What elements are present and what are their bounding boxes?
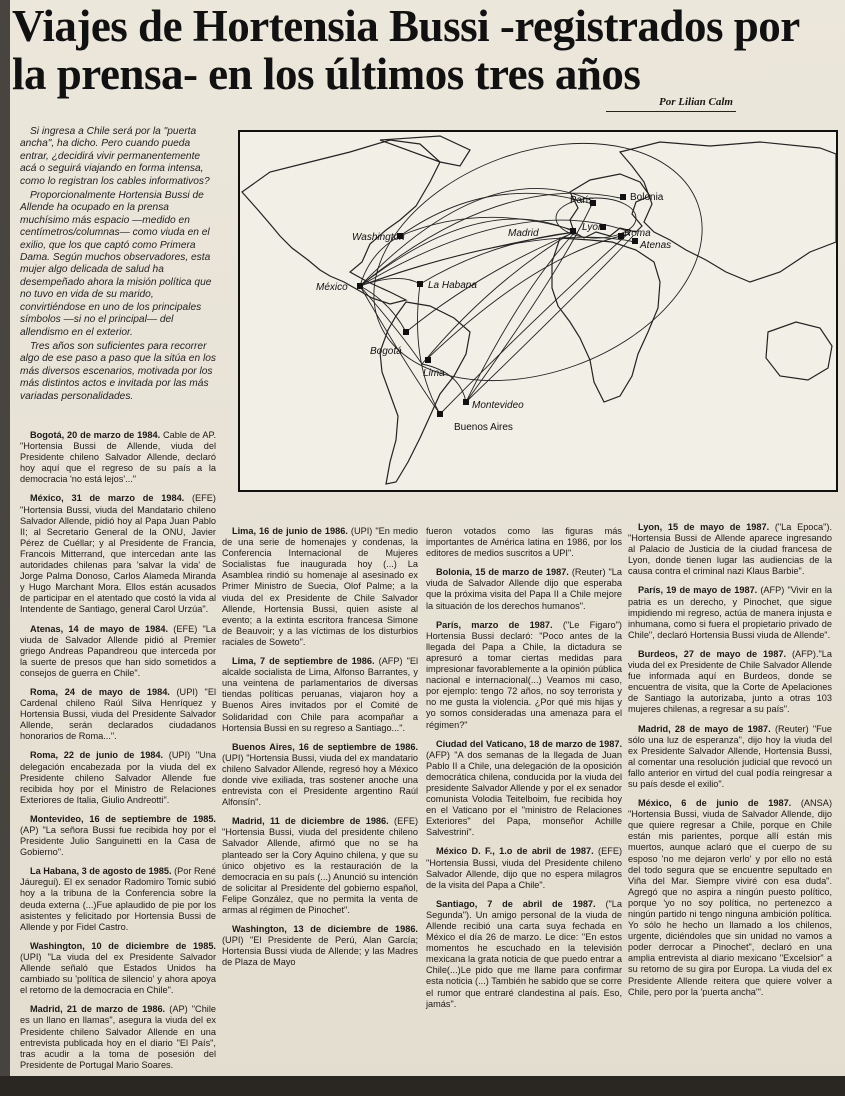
- dispatch-entry: [20, 866, 216, 933]
- dispatch-text: (UPI) "La viuda del ex Presidente Salvador Allende señaló que Estados Unidos ha cambiado su 'política de silencio' y ahora apoya el retorno de la democracia en Chile".: [20, 951, 216, 996]
- dispatch-entry: [20, 814, 216, 858]
- column-4: [628, 522, 832, 1006]
- dispatch-dateline: México D. F., 1.o de abril de 1987.: [436, 846, 594, 857]
- dispatch-text: (UPI) "El Presidente de Perú, Alan García; Hortensia Bussi viuda de Allende; y las Madres de Plaza de Mayo: [222, 935, 418, 968]
- dispatch-text: (AFP) "El alcalde socialista de Lima, Alfonso Barrantes, y una veintena de parlamentarios de diversas tiendas políticas peruanas, viajaron hoy a Buenos Aires invitados por el Comité de Solidaridad con Chile para acompañar a Hortensia Bussi en su regreso a Santiago...".: [222, 656, 418, 733]
- dispatch-entry: [628, 798, 832, 998]
- dispatch-dateline: Ciudad del Vaticano, 18 de marzo de 1987.: [436, 738, 622, 749]
- south-america-shape: [380, 302, 470, 484]
- dispatch-text: (AP) "La señora Bussi fue recibida hoy por el Presidente Julio Sanguinetti en la Casa de Gobierno".: [20, 825, 216, 858]
- dispatch-dateline: Burdeos, 27 de mayo de 1987.: [638, 648, 787, 659]
- dispatch-text: (Reuter) "La viuda de Salvador Allende dijo que esperaba que la próxima visita del Papa II a Chile mejore la situación de los derechos humanos".: [426, 567, 622, 611]
- column-1: [20, 430, 216, 1079]
- dispatch-entry: [222, 924, 418, 968]
- label-lima: Lima: [423, 368, 445, 379]
- dispatch-dateline: Madrid, 28 de mayo de 1987.: [638, 723, 771, 734]
- dispatch-text: (EFE) "Hortensia Bussi, viuda del presidente chileno Salvador Allende, afirmó que no se ha planteado ser la Cory Aquino chilena, y que su único objetivo es la restauración de la democracia en su país (...) Anunció su intención de solicitar al Presidente del gobierno español, Felipe González, que no permita la venta de armas al régimen de Pinochet".: [222, 816, 419, 915]
- dispatch-dateline: París, marzo de 1987.: [436, 619, 553, 630]
- dispatch-text: (AFP)."La viuda del ex Presidente de Chile Salvador Allende fue informada aquí en Burdeos, donde se encuentra de visita, que la Corte de Apelaciones de Santiago la autorizaba, junto a otras 103 mujeres chilenas, a regresar a su país".: [628, 648, 832, 715]
- marker-bogota: [403, 329, 409, 335]
- marker-montevideo: [463, 399, 469, 405]
- dispatch-entry: [426, 567, 622, 611]
- byline-rule: [606, 111, 736, 112]
- dispatch-entry: [20, 493, 216, 615]
- dispatch-entry: [426, 620, 622, 731]
- dispatch-dateline: Bogotá, 20 de marzo de 1984.: [30, 430, 161, 440]
- dispatch-entry: [222, 816, 418, 916]
- dispatch-dateline: Lima, 7 de septiembre de 1986.: [232, 656, 375, 667]
- dispatch-dateline: Montevideo, 16 de septiembre de 1985.: [30, 813, 216, 824]
- marker-buenos-aires: [437, 411, 443, 417]
- dispatch-dateline: Bolonia, 15 de marzo de 1987.: [436, 567, 569, 578]
- marker-mexico: [357, 283, 363, 289]
- label-madrid: Madrid: [508, 228, 539, 239]
- marker-bolonia: [620, 194, 626, 200]
- dispatch-dateline: Madrid, 21 de marzo de 1986.: [30, 1004, 166, 1015]
- dispatch-entry: [426, 526, 622, 559]
- world-map-svg: [240, 132, 836, 490]
- marker-lima: [425, 357, 431, 363]
- africa-shape: [552, 238, 660, 402]
- dispatch-entry: [426, 846, 622, 890]
- scan-bottom-edge: [0, 1076, 845, 1096]
- travel-map: [238, 130, 838, 492]
- dispatch-dateline: La Habana, 3 de agosto de 1985.: [30, 866, 172, 877]
- dispatch-dateline: París, 19 de mayo de 1987.: [638, 585, 758, 596]
- label-lyon: Lyon: [582, 222, 604, 233]
- dispatch-dateline: México, 6 de junio de 1987.: [638, 798, 792, 809]
- dispatch-text: ("Le Figaro") Hortensia Bussi declaró: "Poco antes de la llegada del Papa a Chile, la dictadura se apresuró a tomar ciertas medidas para impresionar favorablemente a la opinión pública nacional e internacional(...) Veamos mi caso, por ejemplo: tengo 72 años, no soy terrorista y no me gusta la violencia. ¿Por qué mis hijas y yo somos consideradas una amenaza para el régimen?": [426, 619, 622, 730]
- dispatch-text: (Reuter) "Fue sólo una luz de esperanza", dijo hoy la viuda del ex Presidente Salvador Allende, Hortensia Bussi, al comentar una resolución judicial que revocó un fallo anterior en virtud del cual podía reingresar a su país desde el exilio".: [628, 723, 832, 789]
- intro-paragraph: Proporcionalmente Hortensia Bussi de Allende ha ocupado en la prensa muchísimo más espacio —medido en centímetros/columnas— como viuda en el exilio, que los que captó como Primera Dama. Según muchos observadores, esta mujer algo delicada de salud ha desempeñado ahora la misión política que no tuvo en vida de su marido, convirtiéndose en uno de los principales símbolos —si no el principal— del allendismo en el exterior.: [20, 190, 212, 338]
- north-america-shape: [242, 140, 440, 304]
- dispatch-entry: [20, 941, 216, 996]
- dispatch-dateline: Madrid, 11 de diciembre de 1986.: [232, 816, 389, 827]
- dispatch-entry: [628, 585, 832, 640]
- label-bolonia: Bolonia: [630, 192, 664, 203]
- dispatch-text: fueron votados como las figuras más importantes de América latina en 1986, por los editores de medios suscritos a UPI".: [426, 526, 622, 559]
- dispatch-dateline: Santiago, 7 de abril de 1987.: [436, 898, 596, 909]
- dispatch-text: (Por René Jáuregui). El ex senador Radomiro Tomic subió hoy a la tribuna de la Conferencia sobre la deuda externa (...)Fue aplaudido de pie por los asistentes y felicitado por Hortensia Bussi de Allende y por Fidel Castro.: [20, 866, 216, 932]
- dispatch-text: (UPI) "Una delegación encabezada por la viuda del ex Presidente chileno Salvador Allende fue recibida hoy por el Ministro de Relaciones Exteriores de Italia, Giulio Andreotti".: [20, 750, 217, 805]
- label-la-habana: La Habana: [428, 280, 477, 291]
- dispatch-text: (EFE) "La viuda de Salvador Allende pidió al Premier griego Andreas Papandreou que interceda por la suerte de presos que han sido sometidos a consejos de guerra en Chile".: [20, 623, 216, 678]
- dispatch-text: (UPI) "El Cardenal chileno Raúl Silva Henríquez y Hortensia Bussi, viuda del Presidente Salvador Allende, serán declarados ciudadanos honorarios de Roma...".: [20, 686, 216, 742]
- dispatch-text: (AP) "Chile es un llano en llamas", asegura la viuda del ex Presidente chileno Salvador Allende en una entrevista publicada hoy en el diario "El País", tras acudir a la toma de posesión del Presidente de Portugal Mario Soares.: [20, 1004, 216, 1070]
- dispatch-dateline: Washington, 10 de diciembre de 1985.: [30, 940, 216, 951]
- dispatch-dateline: Roma, 24 de mayo de 1984.: [30, 686, 170, 697]
- dispatch-entry: [628, 649, 832, 716]
- dispatch-text: (UPI) "Hortensia Bussi, viuda del ex mandatario chileno Salvador Allende, regresó hoy a México donde vive exiliada, tras sostener anoche una entrevista con el Presidente argentino Raúl Alfonsín".: [222, 752, 418, 808]
- dispatch-text: (UPI) "En medio de una serie de homenajes y condenas, la Conferencia Internacional de Mujeres Socialistas fue inaugurada hoy (...) La Asamblea rindió su homenaje al asesinado ex Primer Ministro de Suecia, Olof Palme; a la viuda del ex Presidente de Chile Salvador Allende, Hortensia Bussi, quien asiste al evento; a la extinta escritora francesa Simone de Beauvoir; y a las víctimas de los disturbios raciales de Soweto".: [222, 526, 418, 647]
- dispatch-entry: [222, 742, 418, 809]
- label-atenas: Atenas: [640, 240, 672, 251]
- headline: Viajes de Hortensia Bussi -registrados por la prensa- en los últimos tres años: [12, 1, 799, 99]
- dispatch-text: (EFE) "Hortensia Bussi, viuda del Presidente chileno Salvador Allende, dijo que no espera milagros de la visita del Papa a Chile".: [426, 846, 623, 890]
- dispatch-entry: [20, 687, 216, 742]
- dispatch-dateline: México, 31 de marzo de 1984.: [30, 493, 185, 504]
- dispatch-dateline: Atenas, 14 de mayo de 1984.: [30, 623, 169, 634]
- route-arcs: [341, 132, 736, 424]
- dispatch-dateline: Lyon, 15 de mayo de 1987.: [638, 522, 770, 532]
- dispatch-dateline: Roma, 22 de junio de 1984.: [30, 750, 164, 761]
- label-paris: París: [570, 195, 594, 206]
- dispatch-entry: [628, 522, 832, 577]
- dispatch-text: (AFP) "Vivir en la patria es un derecho, y Pinochet, que sigue impidiendo mi regreso, actúa de manera injusta e inhumana, como si fuera el propietario privado de Chile", declaró Hortensia Bussi viuda de Allende".: [628, 585, 832, 640]
- dispatch-entry: [20, 430, 216, 485]
- dispatch-text: ("La Epoca"). "Hortensia Bussi de Allende aparece ingresando al Palacio de Justicia de la ciudad francesa de Lyon, donde tienen lugar las audiencias de la causa contra el criminal nazi Klaus Barbie".: [628, 522, 832, 577]
- label-bogota: Bogotá: [370, 346, 402, 357]
- label-buenos-aires: Buenos Aires: [454, 422, 513, 433]
- dispatch-entry: [20, 624, 216, 679]
- dispatch-text: Cable de AP. "Hortensia Bussi de Allende, viuda del Presidente chileno Salvador Allende, declaró hoy aquí que el regreso de su país a la democracia 'no está lejos'...": [20, 430, 216, 485]
- dispatch-entry: [20, 1004, 216, 1071]
- column-2: [222, 526, 418, 976]
- dispatch-dateline: Buenos Aires, 16 de septiembre de 1986.: [232, 741, 418, 752]
- intro-text: [20, 126, 216, 405]
- marker-la-habana: [417, 281, 423, 287]
- dispatch-text: ("La Segunda"). Un amigo personal de la viuda de Allende recibió una carta suya fechada en México el día 26 de marzo. Le dice: "En estos momentos he escuchado en la televisión mexicana la grata noticia de que puedo entrar a Chile(...)Le pido que me llame para confirmar esta noticia (...) También he sabido que se corre el rumor que entraré clandestina al país. Eso, jamás".: [426, 898, 623, 1009]
- dispatch-dateline: Lima, 16 de junio de 1986.: [232, 526, 348, 536]
- australia-shape: [766, 322, 832, 380]
- label-washington: Washington: [352, 232, 405, 243]
- dispatch-entry: [426, 739, 622, 839]
- dispatch-entry: [628, 724, 832, 791]
- dispatch-text: (ANSA) "Hortensia Bussi, viuda de Salvador Allende, dijo que quiere regresar a Chile, porque en Chile están mis parientes, porque allí están mis muertos, aunque aclaró que el cuerpo de su esposo 'no me dejaron verlo' y por ello no está del todo segura que se encuentre sepultado en Viña del Mar. Siempre viviré con esa duda". Agregó que no aspira a ningún puesto político, porque 'yo no soy política, no pertenezco a ningún partido ni tengo ninguna ambición política. Yo sólo he hecho un llamado a los chilenos, urgente, diciéndoles que sin unidad no vamos a poder derrocar a Pinochet", declaró en una amplia entrevista al diario mexicano "Excelsior" a su retorno de su gira por Europa. La viuda del ex Presidente Allende reitera que quiere volver a Chile, pero por la 'puerta ancha'".: [628, 798, 832, 997]
- label-montevideo: Montevideo: [472, 400, 524, 411]
- dispatch-text: (EFE) "Hortensia Bussi, viuda del Mandatario chileno Salvador Allende, pidió hoy al Papa Juan Pablo II; al Secretario General de la ONU, Javier Pérez de Cuéllar; y al Presidente de Francia, Francois Mitterrand, que intercedan ante las autoridades chilenas para 'salvar la vida' de Jorge Palma Donoso, Carlos Alameda Miranda y Hugo Marchant Mora. Ellos están acusados de participar en el atentado que costó la vida al Intendente de Santiago, general Carol Urzúa".: [20, 493, 216, 615]
- dispatch-entry: [20, 750, 216, 805]
- intro-paragraph: Tres años son suficientes para recorrer algo de ese paso a paso que la sitúa en los más diversos escenarios, motivada por los más distintos actos e invitada por las más variadas personalidades.: [20, 340, 216, 402]
- label-roma: Roma: [624, 228, 651, 239]
- column-3: [426, 526, 622, 1018]
- label-mexico: México: [316, 282, 348, 293]
- marker-madrid: [570, 228, 576, 234]
- scan-edge: [0, 0, 10, 1096]
- dispatch-text: (AFP) "A dos semanas de la llegada de Juan Pablo II a Chile, una delegación de la oposición democrática chilena, conducida por la viuda del presidente Salvador Allende y por el ex senador comunista Volodia Teitelboim, fue recibida hoy en el Vaticano por el "ministro de Relaciones Exteriores" del Papa, monseñor Achille Salvestrini".: [426, 749, 622, 838]
- dispatch-entry: [426, 899, 622, 1010]
- dispatch-entry: [222, 526, 418, 648]
- intro-paragraph: Si ingresa a Chile será por la "puerta ancha", ha dicho. Pero cuando pueda entrar, ¿decidirá vivir permanentemente acá o seguirá viajando en forma intensa, como lo registran los cables informativos?: [20, 126, 210, 187]
- dispatch-entry: [222, 656, 418, 734]
- dispatch-dateline: Washington, 13 de diciembre de 1986.: [232, 924, 418, 935]
- byline: Por Lilian Calm: [659, 96, 733, 108]
